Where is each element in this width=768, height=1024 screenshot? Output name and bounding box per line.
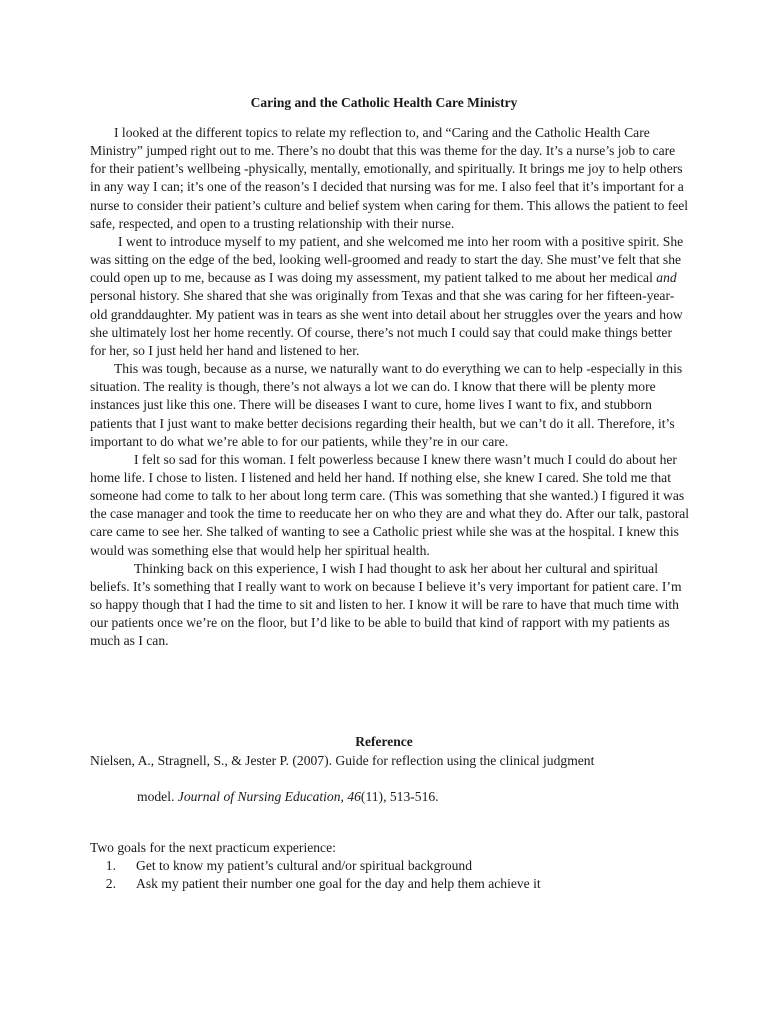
goal-text: Ask my patient their number one goal for the day and help them achieve it [136,876,541,891]
paragraph-patient-introduction-part-b: personal history. She shared that she was originally from Texas and that she was caring for her fifteen-year-old granddaughter. My patient was in tears as she went into detail about her struggles over the years and how she ultimately lost her home recently. Of course, there’s not much I could say that could make things better for her, so I just held her hand and listened to her. [90,288,683,358]
reference-model-text: model. [137,789,178,804]
paragraph-felt-powerless: I felt so sad for this woman. I felt powerless because I knew there wasn’t much I could do about her home life. I chose to listen. I listened and held her hand. If nothing else, she knew I cared. She told me that someone had come to talk to her about long term care. (This was something that she wanted.) I figured it was the case manager and took the time to reeducate her on who they are and what they do. After our talk, pastoral care came to see her. She talked of wanting to see a Catholic priest while she was at the hospital. I knew this would was something else that would help her spiritual health. [90,451,690,558]
reference-journal: Journal of Nursing Education, 46 [177,789,361,804]
goal-item [90,875,690,893]
reference-citation-line2 [137,788,697,806]
reference-issue-pages: (11), 513-516. [360,789,439,804]
goals-list [90,857,690,893]
reference-citation-line1: Nielsen, A., Stragnell, S., & Jester P. (2007). Guide for reflection using the clinical judgment [90,753,595,768]
document-body [90,124,690,651]
goals-heading: Two goals for the next practicum experience: [90,840,336,855]
paragraph-reflection-tough: This was tough, because as a nurse, we naturally want to do everything we can to help -especially in this situation. The reality is though, there’s not always a lot we can do. I know that there will be plenty more instances just like this one. There will be diseases I want to cure, home lives I want to fix, and stubborn patients that I just want to make better decisions regarding their health, but we can’t do it all. Therefore, it’s important to do what we’re able to for our patients, while they’re in our care. [90,361,683,449]
goal-number: 2. [105,876,116,891]
document-title: Caring and the Catholic Health Care Ministry [250,95,518,110]
paragraph-patient-introduction [90,233,690,360]
paragraph-intro: I looked at the different topics to relate my reflection to, and “Caring and the Catholic Health Care Ministry” jumped right out to me. There’s no doubt that this was theme for the day. It’s a nurse’s job to care for their patient’s wellbeing -physically, mentally, emotionally, and spiritually. It brings me joy to help others in any way I can; it’s one of the reason’s I decided that nursing was for me. I also feel that it’s important for a nurse to consider their patient’s culture and belief system when caring for them. This allows the patient to feel safe, respected, and open to a trusting relationship with their nurse. [90,125,689,231]
paragraph-patient-introduction-part-a: I went to introduce myself to my patient, and she welcomed me into her room with a positive spirit. She was sitting on the edge of the bed, looking well-groomed and ready to start the day. She must’ve felt that she could open up to me, because as I was doing my assessment, my patient talked to me about her medical [90,233,684,286]
goal-text: Get to know my patient’s cultural and/or spiritual background [136,858,472,873]
paragraph-thinking-back: Thinking back on this experience, I wish I had thought to ask her about her cultural and spiritual beliefs. It’s something that I really want to work on because I believe it’s very important for patient care. I’m so happy though that I had the time to sit and listen to her. I know it will be rare to have that much time with our patients once we’re on the floor, but I’d like to be able to build that kind of rapport with my patients as much as I can. [90,560,682,649]
emphasized-word: and [656,270,677,286]
goal-number: 1. [105,858,116,873]
reference-heading: Reference [355,734,413,749]
goal-item [90,857,690,875]
